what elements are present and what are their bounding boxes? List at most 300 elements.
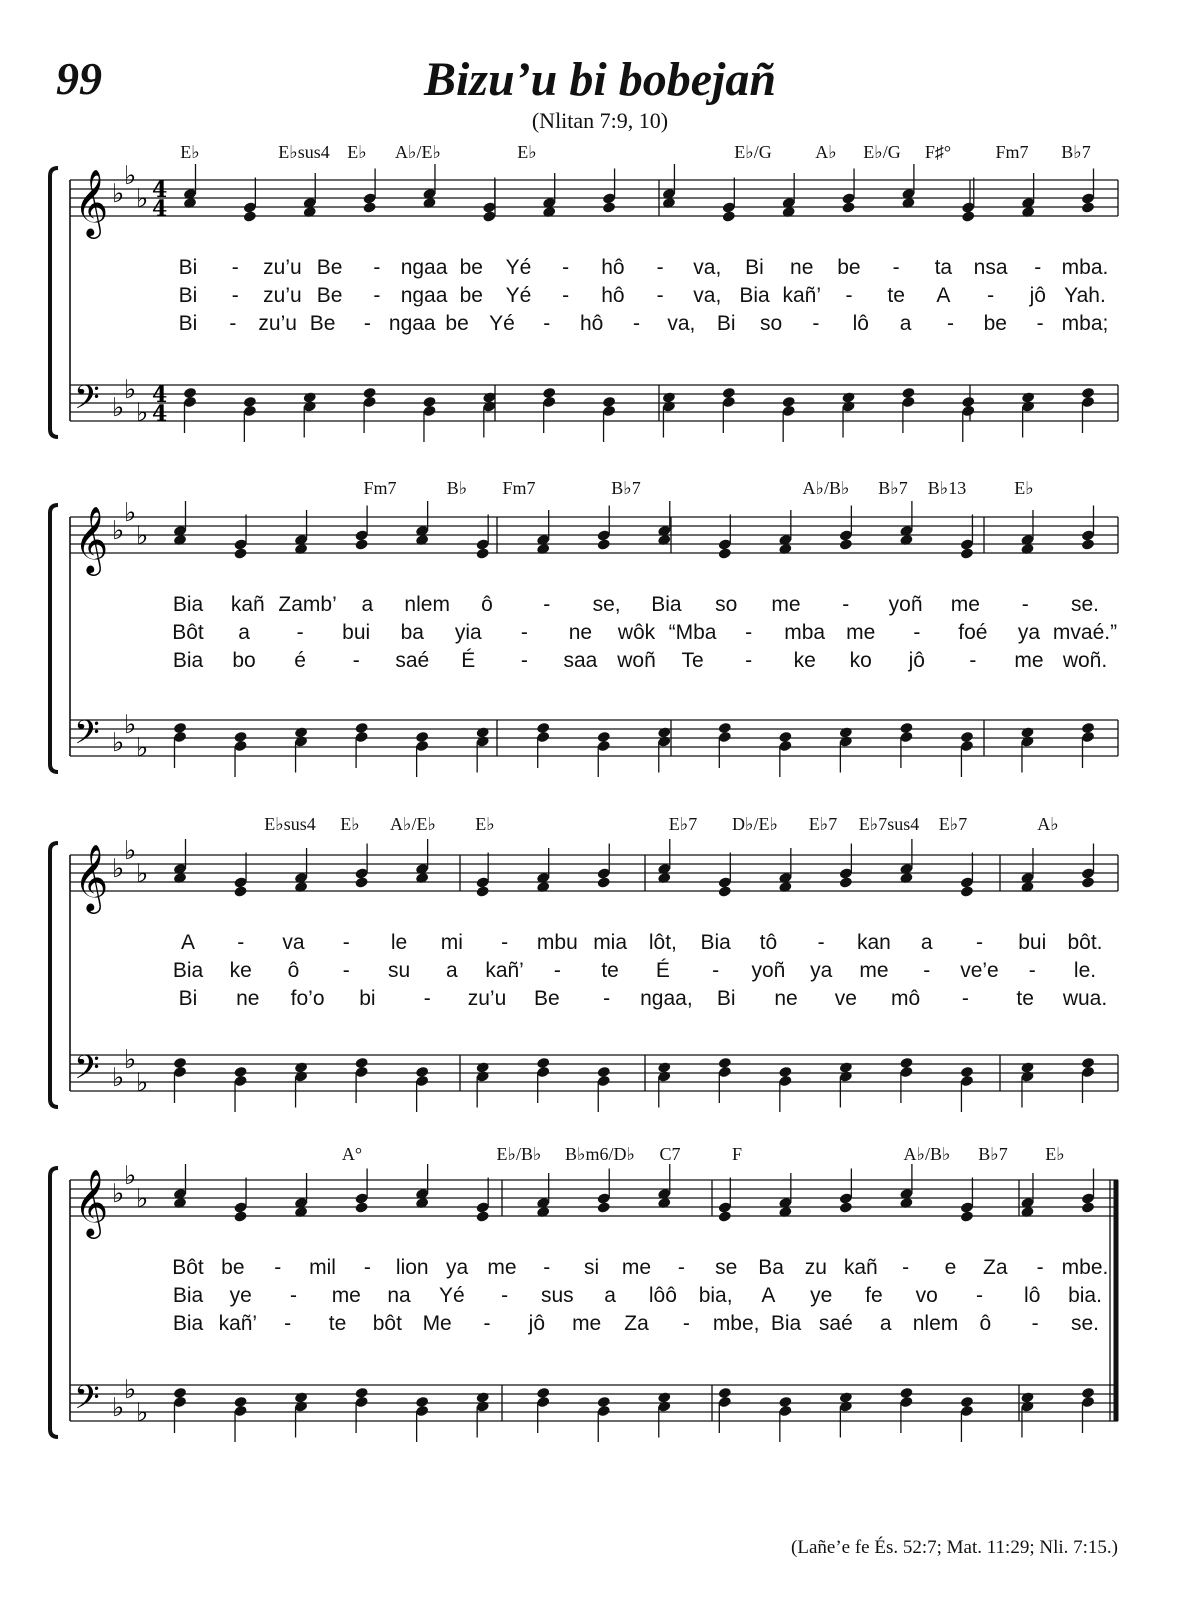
flat-icon: ♭: [112, 1179, 125, 1209]
lyric-hyphen: -: [677, 1256, 685, 1279]
lyric-syllable: se.: [1070, 593, 1100, 616]
flat-icon: ♭: [112, 393, 125, 423]
lyric-hyphen: -: [342, 931, 350, 954]
lyric-hyphen: -: [352, 649, 360, 672]
lyric-syllable: ngaa,: [640, 987, 693, 1010]
lyric-syllable: Yé: [438, 1284, 465, 1307]
chord-symbol: B♭13: [927, 478, 967, 498]
lyric-syllable: hô: [601, 284, 625, 307]
lyric-syllable: zu’u: [467, 987, 507, 1010]
lyric-syllable: lô: [852, 312, 869, 335]
time-signature: 4: [152, 401, 168, 427]
lyric-syllable: Bia: [770, 1312, 802, 1335]
lyric-syllable: Be: [309, 312, 336, 335]
lyric-syllable: yoñ: [888, 593, 923, 616]
lyric-syllable: bôt: [372, 1312, 402, 1335]
lyric-syllable: ke: [229, 959, 252, 982]
flat-icon: ♭: [124, 836, 137, 866]
lyric-syllable: Za: [624, 1312, 649, 1335]
lyric-hyphen: -: [237, 931, 245, 954]
lyric-hyphen: -: [1031, 1312, 1039, 1335]
lyric-syllable: va,: [667, 312, 696, 335]
lyric-syllable: ve’e: [960, 959, 999, 982]
lyric-syllable: kañ’: [218, 1312, 258, 1335]
chord-symbol: E♭: [180, 142, 200, 162]
lyric-syllable: va,: [693, 256, 722, 279]
chord-symbol: A°: [341, 1144, 363, 1164]
chord-symbol: E♭: [347, 142, 367, 162]
flat-icon: ♭: [136, 521, 149, 551]
flat-icon: ♭: [112, 179, 125, 209]
lyric-hyphen: -: [603, 987, 611, 1010]
lyric-hyphen: -: [656, 256, 664, 279]
flat-icon: ♭: [112, 516, 125, 546]
lyric-syllable: ngaa: [400, 284, 448, 307]
lyric-syllable: foé: [958, 621, 988, 644]
lyric-syllable: jô: [1029, 284, 1046, 307]
lyric-syllable: ya: [810, 959, 833, 982]
lyric-syllable: ba: [400, 621, 424, 644]
lyric-syllable: bui: [342, 621, 371, 644]
lyric-syllable: Yah.: [1064, 284, 1106, 307]
lyric-syllable: va: [282, 931, 305, 954]
lyric-syllable: nsa: [973, 256, 1008, 279]
lyric-hyphen: -: [745, 621, 753, 644]
chord-symbol: A♭/B♭: [802, 478, 850, 498]
lyric-syllable: me: [950, 593, 980, 616]
chord-symbol: A♭/E♭: [395, 142, 441, 162]
flat-icon: ♭: [112, 854, 125, 884]
footer-references: (Lañe’e fe És. 52:7; Mat. 11:29; Nli. 7:15.): [791, 1537, 1118, 1558]
chord-symbol: E♭7: [668, 814, 698, 834]
treble-notehead: [839, 1201, 853, 1214]
lyric-hyphen: -: [633, 312, 640, 335]
lyric-hyphen: -: [231, 284, 239, 307]
lyric-hyphen: -: [1034, 256, 1042, 279]
lyric-syllable: le.: [1073, 959, 1097, 982]
treble-notehead: [960, 547, 974, 560]
lyric-syllable: bia.: [1068, 1284, 1102, 1307]
treble-notehead: [354, 876, 368, 889]
lyric-hyphen: -: [682, 1312, 690, 1335]
lyric-hyphen: -: [902, 1256, 910, 1279]
lyric-hyphen: -: [892, 256, 900, 279]
scripture-reference: (Nlitan 7:9, 10): [531, 108, 669, 133]
lyric-syllable: kañ’: [485, 959, 524, 982]
lyric-hyphen: -: [520, 621, 528, 644]
lyric-syllable: su: [387, 959, 411, 982]
lyric-syllable: A: [936, 284, 951, 307]
lyric-hyphen: -: [373, 284, 381, 307]
lyric-hyphen: -: [562, 284, 570, 307]
lyric-syllable: zu’u: [263, 256, 302, 279]
lyric-syllable: a: [920, 931, 933, 954]
lyric-syllable: jô: [528, 1312, 546, 1335]
lyric-syllable: a: [361, 593, 374, 616]
lyric-syllable: A: [761, 1284, 776, 1307]
lyric-syllable: Bi: [716, 987, 736, 1010]
flat-icon: ♭: [124, 161, 137, 191]
flat-icon: ♭: [112, 728, 125, 758]
lyric-syllable: ye: [229, 1284, 252, 1307]
lyric-syllable: va,: [693, 284, 722, 307]
lyric-syllable: zu: [804, 1256, 827, 1279]
lyric-syllable: ta: [934, 256, 953, 279]
treble-notehead: [1081, 201, 1095, 214]
chord-symbol: B♭m6/D♭: [565, 1144, 635, 1164]
lyric-syllable: Za: [983, 1256, 1008, 1279]
flat-icon: ♭: [136, 184, 149, 214]
lyric-syllable: mba: [784, 621, 826, 644]
chord-symbol: E♭7: [808, 814, 838, 834]
lyric-syllable: me: [621, 1256, 652, 1279]
chord-symbol: F♯°: [924, 142, 952, 162]
chord-symbol: E♭/G: [863, 142, 901, 162]
lyric-syllable: se: [715, 1256, 738, 1279]
lyric-syllable: Bia: [651, 593, 682, 616]
treble-notehead: [960, 1210, 974, 1223]
lyric-syllable: me: [331, 1284, 361, 1307]
lyric-syllable: ô: [979, 1312, 992, 1335]
chord-symbol: F: [731, 1144, 743, 1164]
flat-icon: ♭: [112, 1393, 125, 1423]
lyric-syllable: ne: [236, 987, 260, 1010]
bass-clef-icon: 𝄢: [74, 379, 100, 425]
flat-icon: ♭: [124, 710, 137, 740]
chord-symbol: E♭: [340, 814, 360, 834]
lyric-syllable: yoñ: [751, 959, 786, 982]
lyric-syllable: zu’u: [258, 312, 297, 335]
treble-notehead: [1081, 1201, 1095, 1214]
lyric-syllable: me: [1014, 649, 1044, 672]
lyric-syllable: Bi: [716, 312, 736, 335]
lyric-hyphen: -: [423, 987, 431, 1010]
lyric-syllable: saa: [563, 649, 598, 672]
lyric-syllable: te: [887, 284, 905, 307]
lyric-hyphen: -: [229, 312, 237, 335]
lyric-syllable: bia,: [698, 1284, 733, 1307]
lyric-hyphen: -: [987, 284, 995, 307]
lyric-syllable: wôk: [617, 621, 656, 644]
treble-notehead: [475, 885, 489, 898]
chord-symbol: A♭/E♭: [390, 814, 436, 834]
lyric-syllable: Bi: [178, 284, 198, 307]
system-bracket: [50, 505, 58, 772]
lyric-hyphen: -: [1021, 593, 1029, 616]
lyric-syllable: bôt.: [1067, 931, 1103, 954]
lyric-hyphen: -: [501, 931, 509, 954]
treble-notehead: [243, 210, 257, 223]
lyric-syllable: a: [879, 1312, 892, 1335]
chord-symbol: A♭: [815, 142, 837, 162]
treble-notehead: [233, 1210, 247, 1223]
lyric-syllable: a: [238, 621, 250, 644]
chord-symbol: Fm7: [363, 478, 397, 498]
treble-notehead: [839, 876, 853, 889]
lyric-syllable: nlem: [912, 1312, 959, 1335]
treble-notehead: [718, 547, 732, 560]
lyric-hyphen: -: [975, 1284, 983, 1307]
lyric-syllable: É: [461, 649, 476, 672]
lyric-syllable: a: [445, 959, 458, 982]
lyric-syllable: Yé: [489, 312, 515, 335]
lyric-syllable: Zamb’: [278, 593, 337, 616]
lyric-syllable: fe: [865, 1284, 883, 1307]
lyric-syllable: so: [715, 593, 738, 616]
lyric-syllable: Te: [681, 649, 704, 672]
lyric-syllable: ne: [774, 987, 798, 1010]
lyric-syllable: A: [180, 931, 196, 954]
lyric-hyphen: -: [975, 931, 983, 954]
chord-symbol: E♭/B♭: [496, 1144, 542, 1164]
flat-icon: ♭: [136, 1184, 149, 1214]
treble-notehead: [722, 210, 736, 223]
lyric-hyphen: -: [501, 1284, 509, 1307]
lyric-syllable: vo: [915, 1284, 938, 1307]
lyric-syllable: fo’o: [290, 987, 325, 1010]
lyric-syllable: ngaa: [388, 312, 436, 335]
lyric-syllable: Bia: [172, 593, 204, 616]
lyric-syllable: yia: [454, 621, 482, 644]
flat-icon: ♭: [136, 733, 149, 763]
lyric-syllable: Bôt: [172, 621, 204, 644]
lyric-syllable: Bi: [178, 987, 198, 1010]
lyric-syllable: le: [390, 931, 408, 954]
treble-notehead: [1081, 876, 1095, 889]
lyric-syllable: mbu: [536, 931, 578, 954]
chord-symbol: B♭7: [978, 1144, 1008, 1164]
chord-symbol: E♭: [475, 814, 495, 834]
lyric-hyphen: -: [543, 593, 551, 616]
lyric-syllable: a: [604, 1284, 616, 1307]
lyric-syllable: lôô: [648, 1284, 677, 1307]
lyric-syllable: É: [655, 959, 670, 982]
lyric-syllable: woñ: [617, 649, 656, 672]
lyric-syllable: me: [771, 593, 801, 616]
lyric-syllable: kañ: [230, 593, 265, 616]
lyric-syllable: me: [846, 621, 876, 644]
lyric-syllable: Bia: [700, 931, 731, 954]
lyric-syllable: Bia: [739, 284, 770, 307]
chord-symbol: Fm7: [995, 142, 1029, 162]
lyric-syllable: jô: [908, 649, 925, 672]
lyric-syllable: bui: [1018, 931, 1047, 954]
lyric-syllable: mbe.: [1061, 1256, 1109, 1279]
lyric-syllable: mba.: [1061, 256, 1109, 279]
lyric-syllable: na: [387, 1284, 411, 1307]
lyric-syllable: si: [584, 1256, 600, 1279]
lyric-hyphen: -: [274, 1256, 282, 1279]
lyric-syllable: bi: [359, 987, 376, 1010]
lyric-syllable: mvaé.”: [1052, 621, 1118, 644]
lyric-hyphen: -: [817, 931, 825, 954]
lyric-syllable: me: [859, 959, 889, 982]
lyric-hyphen: -: [373, 256, 381, 279]
chord-symbol: E♭sus4: [278, 142, 330, 162]
lyric-syllable: wua.: [1062, 987, 1108, 1010]
lyric-syllable: woñ.: [1062, 649, 1108, 672]
treble-notehead: [597, 1201, 611, 1214]
lyric-syllable: Be: [316, 256, 343, 279]
lyric-hyphen: -: [961, 987, 969, 1010]
flat-icon: ♭: [124, 375, 137, 405]
lyric-syllable: Be: [316, 284, 343, 307]
lyric-syllable: lion: [395, 1256, 429, 1279]
lyric-hyphen: -: [543, 1256, 551, 1279]
lyric-syllable: ya: [1017, 621, 1041, 644]
lyric-syllable: ne: [568, 621, 593, 644]
chord-symbol: B♭7: [878, 478, 908, 498]
chord-symbol: B♭7: [1061, 142, 1091, 162]
lyric-syllable: be: [837, 256, 861, 279]
treble-notehead: [354, 1201, 368, 1214]
flat-icon: ♭: [124, 498, 137, 528]
treble-clef-icon: 𝄞: [74, 843, 109, 911]
lyric-syllable: mil: [309, 1256, 336, 1279]
chord-symbol: E♭7: [938, 814, 968, 834]
lyric-syllable: zu’u: [263, 284, 302, 307]
treble-clef-icon: 𝄞: [74, 505, 109, 573]
treble-notehead: [718, 1210, 732, 1223]
lyric-hyphen: -: [1028, 959, 1036, 982]
lyric-hyphen: -: [745, 649, 753, 672]
lyric-hyphen: -: [231, 256, 239, 279]
lyric-syllable: Be: [533, 987, 560, 1010]
flat-icon: ♭: [136, 859, 149, 889]
lyric-syllable: sus: [541, 1284, 574, 1307]
treble-notehead: [597, 876, 611, 889]
lyric-syllable: Me: [422, 1312, 452, 1335]
lyric-syllable: me: [572, 1312, 602, 1335]
treble-notehead: [718, 885, 732, 898]
lyric-syllable: be: [983, 312, 1007, 335]
treble-notehead: [839, 538, 853, 551]
lyric-hyphen: -: [543, 312, 551, 335]
hymn-number: 99: [56, 53, 102, 104]
lyric-hyphen: -: [1036, 1256, 1044, 1279]
lyric-hyphen: -: [812, 312, 820, 335]
bass-clef-icon: 𝄢: [74, 1379, 100, 1425]
lyric-syllable: saé: [395, 649, 430, 672]
time-signature: 4: [152, 177, 168, 203]
lyric-syllable: bo: [232, 649, 256, 672]
lyric-syllable: se.: [1070, 1312, 1100, 1335]
lyric-syllable: mba;: [1061, 312, 1109, 335]
flat-icon: ♭: [124, 1161, 137, 1191]
flat-icon: ♭: [136, 398, 149, 428]
treble-notehead: [961, 210, 975, 223]
lyric-syllable: ve: [834, 987, 857, 1010]
treble-notehead: [475, 547, 489, 560]
lyric-hyphen: -: [562, 256, 570, 279]
lyric-syllable: kañ: [843, 1256, 878, 1279]
lyric-syllable: mô: [891, 987, 921, 1010]
lyric-syllable: Ba: [758, 1256, 784, 1279]
lyric-syllable: e: [944, 1256, 957, 1279]
system-bracket: [50, 1168, 58, 1437]
lyric-syllable: nlem: [404, 593, 450, 616]
lyric-syllable: me: [487, 1256, 517, 1279]
lyric-hyphen: -: [845, 284, 853, 307]
lyric-syllable: tô: [759, 931, 778, 954]
lyric-hyphen: -: [1036, 312, 1044, 335]
time-signature: 4: [152, 196, 168, 222]
lyric-hyphen: -: [342, 959, 350, 982]
lyric-hyphen: -: [913, 621, 921, 644]
bass-clef-icon: 𝄢: [74, 1049, 100, 1095]
lyric-syllable: Yé: [505, 284, 532, 307]
lyric-hyphen: -: [923, 959, 931, 982]
lyric-syllable: hô: [601, 256, 625, 279]
lyric-syllable: Bi: [745, 256, 764, 279]
lyric-hyphen: -: [946, 312, 954, 335]
lyric-syllable: ngaa: [400, 256, 448, 279]
flat-icon: ♭: [112, 1063, 125, 1093]
lyric-syllable: be: [459, 256, 483, 279]
chord-symbol: C7: [659, 1144, 681, 1164]
lyric-hyphen: -: [483, 1312, 491, 1335]
lyric-syllable: be: [445, 312, 469, 335]
treble-notehead: [841, 201, 855, 214]
flat-icon: ♭: [124, 1375, 137, 1405]
chord-symbol: Fm7: [502, 478, 536, 498]
lyric-syllable: kañ’: [782, 284, 821, 307]
lyric-syllable: “Mba: [668, 621, 717, 644]
lyric-syllable: ke: [793, 649, 816, 672]
treble-notehead: [233, 547, 247, 560]
chord-symbol: E♭7sus4: [858, 814, 920, 834]
system-bracket: [50, 168, 58, 437]
lyric-syllable: hô: [579, 312, 604, 335]
treble-notehead: [597, 538, 611, 551]
lyric-syllable: mia: [593, 931, 628, 954]
treble-clef-icon: 𝄞: [74, 168, 109, 236]
lyric-syllable: mbe,: [712, 1312, 760, 1335]
lyric-hyphen: -: [842, 593, 850, 616]
lyric-syllable: Bi: [178, 256, 198, 279]
lyric-syllable: é: [294, 649, 306, 672]
lyric-syllable: be: [221, 1256, 245, 1279]
treble-notehead: [362, 201, 376, 214]
treble-notehead: [1081, 538, 1095, 551]
lyric-syllable: kan: [857, 931, 891, 954]
lyric-syllable: ya: [446, 1256, 469, 1279]
chord-symbol: E♭/G: [734, 142, 772, 162]
lyric-hyphen: -: [553, 959, 561, 982]
lyric-syllable: ô: [481, 593, 493, 616]
chord-symbol: B♭7: [611, 478, 641, 498]
treble-notehead: [233, 885, 247, 898]
lyric-syllable: Bia: [172, 1284, 204, 1307]
lyric-hyphen: -: [656, 284, 664, 307]
lyric-syllable: mi: [440, 931, 463, 954]
flat-icon: ♭: [136, 1068, 149, 1098]
lyric-syllable: Bia: [172, 959, 204, 982]
treble-notehead: [475, 1210, 489, 1223]
lyric-syllable: Yé: [505, 256, 532, 279]
lyric-syllable: Bôt: [172, 1256, 204, 1279]
lyric-syllable: se,: [592, 593, 621, 616]
time-signature: 4: [152, 382, 168, 408]
lyric-syllable: saé: [818, 1312, 853, 1335]
flat-icon: ♭: [124, 1045, 137, 1075]
chord-symbol: B♭: [446, 478, 468, 498]
treble-notehead: [354, 538, 368, 551]
chord-symbol: E♭sus4: [264, 814, 316, 834]
lyric-syllable: ne: [790, 256, 814, 279]
chord-symbol: D♭/E♭: [732, 814, 778, 834]
lyric-hyphen: -: [363, 1256, 371, 1279]
